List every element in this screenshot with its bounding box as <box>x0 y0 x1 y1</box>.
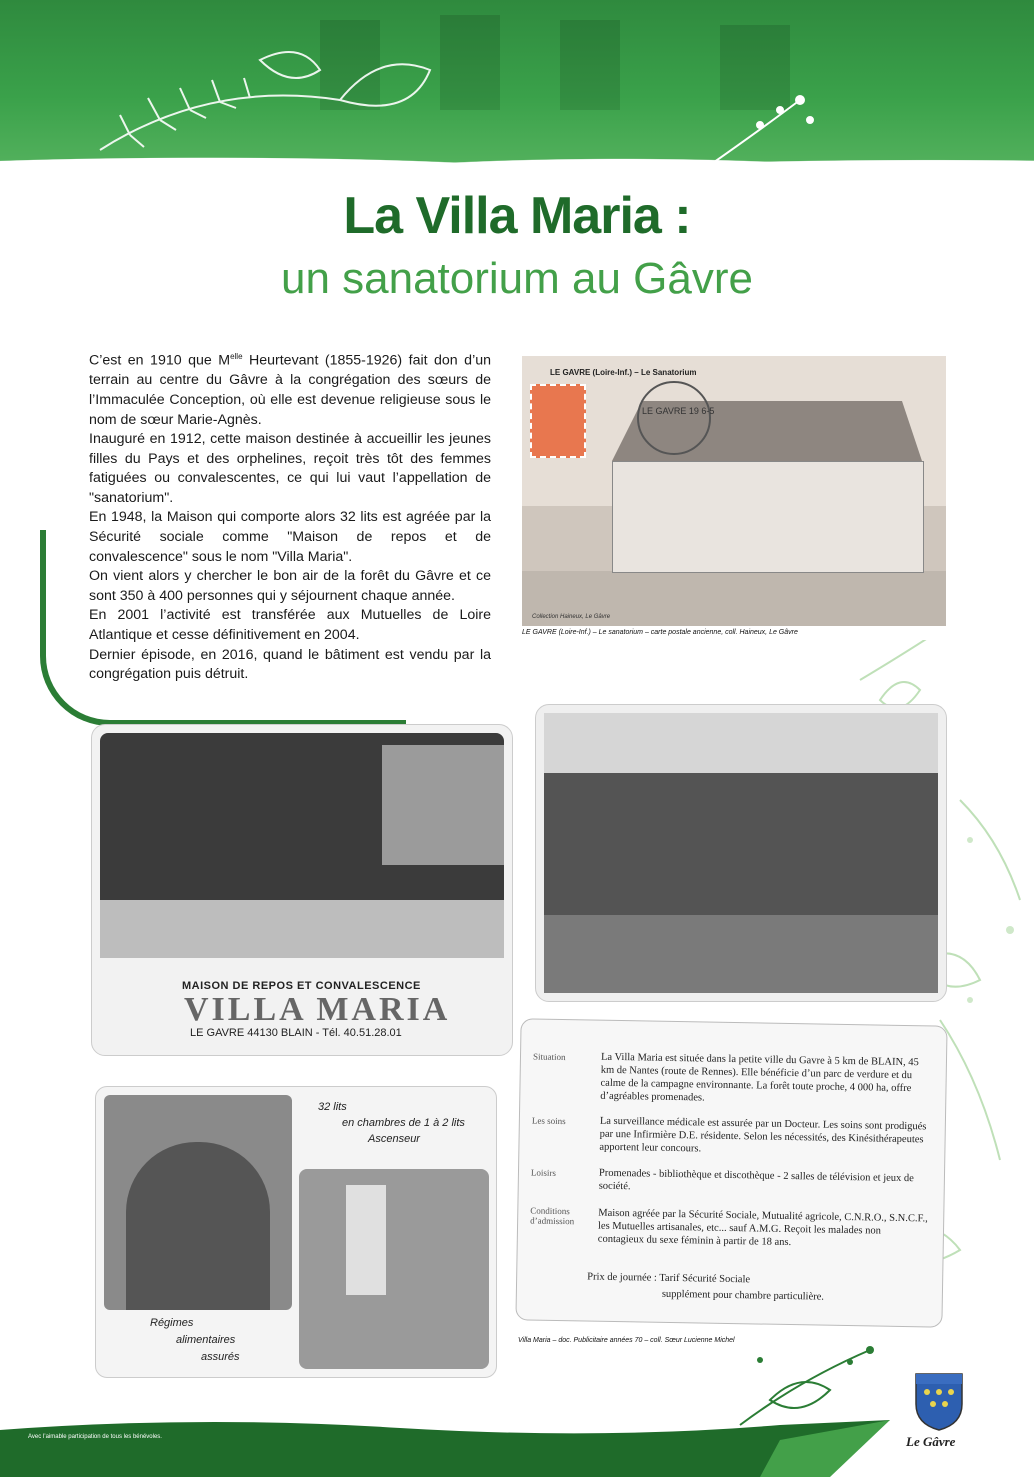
leaf-decoration <box>90 40 470 160</box>
intro-text-part: C’est en 1910 que M <box>89 352 231 369</box>
price-line-1: Prix de journée : Tarif Sécurité Sociale <box>587 1271 751 1286</box>
info-text: La surveillance médicale est assurée par un Docteur. Les soins sont prodigués par une Infirmière D.E. résidente. Selon les nécessités, des Kinésithérapeutes apportent leur concours. <box>599 1115 927 1155</box>
intro-paragraph: On vient alors y chercher le bon air de la forêt du Gâvre et ce sont 350 à 400 personnes qui y séjournent chaque année. <box>89 568 491 604</box>
sprig-decoration <box>700 80 820 170</box>
intro-text-part: Heurtevant (1855-1926) fait don d’un terrain au centre du Gâvre à la congrégation des sœurs de l’Immaculée Conception, où elle est devenue religieuse sous le nom de sœur Marie-Agnès. <box>89 352 491 428</box>
postcard-caption: LE GAVRE (Loire-Inf.) – Le sanatorium – carte postale ancienne, coll. Haineux, Le Gâvre <box>522 629 798 636</box>
diet-line-3: assurés <box>201 1351 240 1363</box>
page-subtitle: un sanatorium au Gâvre <box>280 254 754 303</box>
bottom-leaf-decoration <box>730 1340 890 1430</box>
info-label: Loisirs <box>530 1167 557 1178</box>
archway <box>126 1142 270 1310</box>
info-label: Conditions d’admission <box>530 1205 575 1227</box>
brochure-building-photo <box>91 724 513 1056</box>
park-sky <box>544 713 938 773</box>
beds-line-2: en chambres de 1 à 2 lits <box>342 1117 465 1129</box>
ghost-window <box>560 20 620 110</box>
bedroom <box>299 1169 489 1369</box>
info-label: Les soins <box>531 1115 566 1127</box>
info-label: Situation <box>532 1051 566 1063</box>
postcard-photo <box>522 356 946 626</box>
postmark-text: LE GAVRE 19 6-5 <box>642 406 715 416</box>
brochure-info-card <box>515 1018 947 1327</box>
info-text: La Villa Maria est située dans la petite ville du Gavre à 5 km de BLAIN, 45 km de Nantes (route de Rennes). Elle bénéficie d’un parc de verdure et du calme de la campagne environnante. La forêt toute proche, 4 000 ha, offre d’agréables promenades. <box>600 1051 919 1104</box>
beds-line-3: Ascenseur <box>368 1133 420 1145</box>
sky-area <box>382 745 504 865</box>
page-title: La Villa Maria : <box>343 187 691 245</box>
window <box>346 1185 386 1295</box>
brochure-caption: Villa Maria – doc. Publicitaire années 70 – coll. Sœur Lucienne Michel <box>518 1337 735 1344</box>
info-text: Promenades - bibliothèque et discothèque - 2 salles de télévision et jeux de société. <box>598 1167 914 1193</box>
sign-name: VILLA MARIA <box>184 991 451 1028</box>
superscript: elle <box>230 352 243 361</box>
brochure-interior-photo <box>95 1086 497 1378</box>
intro-text <box>89 347 491 685</box>
stamp <box>530 384 586 458</box>
postmark-circle <box>637 381 711 455</box>
intro-paragraph: En 1948, la Maison qui comporte alors 32 lits est agréée par la Sécurité sociale comme "Maison de repos et de convalescence" sous le nom "Villa Maria". <box>89 509 491 565</box>
building-facade <box>612 461 924 573</box>
sign-line-3: LE GAVRE 44130 BLAIN - Tél. 40.51.28.01 <box>190 1027 402 1039</box>
participation-text: Avec l’aimable participation de tous les bénévoles. <box>28 1434 162 1440</box>
postcard-header: LE GAVRE (Loire-Inf.) – Le Sanatorium <box>550 368 697 377</box>
intro-paragraph: En 2001 l’activité est transférée aux Mutuelles de Loire Atlantique et cesse définitivement en 2004. <box>89 607 491 644</box>
info-text: Maison agréée par la Sécurité Sociale, Mutualité agricole, C.N.R.O., S.N.C.F., les Mutuelles artisanales, etc... sauf A.M.G. Reçoit les malades non contagieux du sexe féminin à partir de 18 ans. <box>597 1207 928 1249</box>
intro-paragraph: Inauguré en 1912, cette maison destinée à accueillir les jeunes filles du Pays et des orphelines, reçoit très tôt des femmes fatiguées ou convalescentes, ce qui lui vaut l’appellation de "sanatorium". <box>89 431 491 506</box>
brochure-park-photo <box>535 704 947 1002</box>
town-name: Le Gâvre <box>906 1434 956 1449</box>
intro-paragraph <box>89 347 491 430</box>
intro-paragraph: Dernier épisode, en 2016, quand le bâtiment est vendu par la congrégation puis détruit. <box>89 646 491 683</box>
park-lawn <box>544 915 938 993</box>
sign-line-1: MAISON DE REPOS ET CONVALESCENCE <box>182 980 421 992</box>
price-line-2: supplément pour chambre particulière. <box>661 1288 825 1303</box>
postcard-publisher: Collection Haineux, Le Gâvre <box>532 614 611 620</box>
diet-line-1: Régimes <box>150 1317 194 1329</box>
beds-line-1: 32 lits <box>318 1101 347 1113</box>
diet-line-2: alimentaires <box>176 1334 236 1346</box>
courtyard <box>100 900 504 958</box>
header-band <box>0 0 1034 175</box>
coat-of-arms-icon <box>912 1370 966 1432</box>
